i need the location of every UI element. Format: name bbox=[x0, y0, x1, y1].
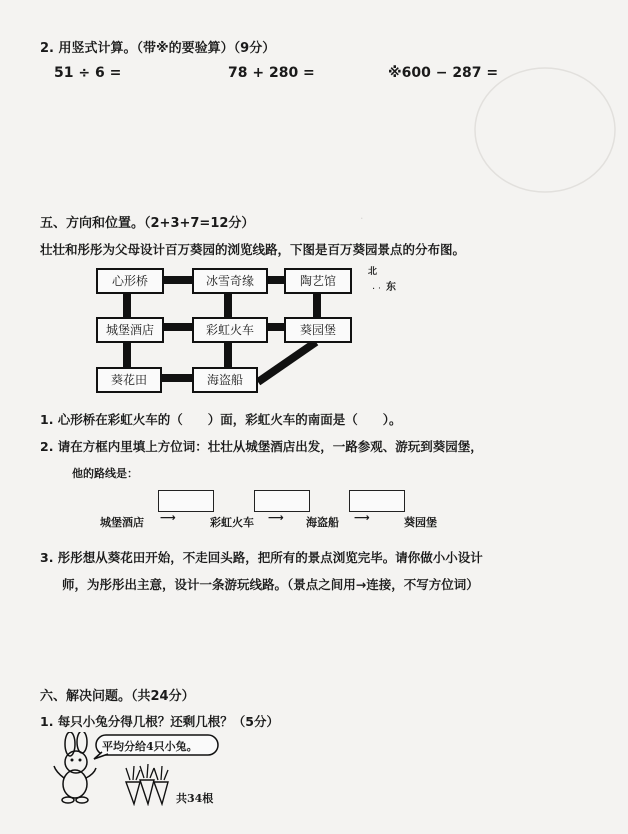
link-train-pirate bbox=[224, 341, 232, 369]
node-sunflower-field: 葵花田 bbox=[96, 367, 162, 393]
calc-problem-1: 51 ÷ 6 = bbox=[54, 65, 122, 81]
link-heart-ice bbox=[162, 276, 194, 284]
node-sunflower-castle: 葵园堡 bbox=[284, 317, 352, 343]
route-stop-4: 葵园堡 bbox=[404, 516, 437, 529]
section6-heading: 六、解决问题。（共24分） bbox=[40, 689, 195, 704]
section5-q3-line2: 师，为彤彤出主意，设计一条游玩线路。（景点之间用→连接，不写方位词） bbox=[62, 577, 479, 592]
link-train-garden bbox=[266, 323, 286, 331]
calc-problem-3: ※600 − 287 = bbox=[388, 65, 499, 81]
route-stop-1: 城堡酒店 bbox=[100, 516, 144, 529]
section5-q1: 1. 心形桥在彩虹火车的（ ）面，彩虹火车的南面是（ ）。 bbox=[40, 412, 402, 427]
calc-problem-2: 78 + 280 = bbox=[228, 65, 315, 81]
bleed-through-text: · bbox=[360, 212, 364, 225]
link-castle-sunflower bbox=[123, 341, 131, 369]
answer-box-2[interactable] bbox=[254, 490, 310, 512]
section5-heading: 五、方向和位置。（2+3+7=12分） bbox=[40, 216, 255, 231]
link-ice-pottery bbox=[266, 276, 286, 284]
node-pirate-ship: 海盗船 bbox=[192, 367, 258, 393]
section5-q2-line2: 他的路线是： bbox=[72, 467, 138, 480]
route-arrow-3: ⟶ bbox=[354, 511, 370, 524]
node-heart-bridge: 心形桥 bbox=[96, 268, 164, 294]
compass-origin-dot: · bbox=[372, 284, 376, 295]
route-stop-2: 彩虹火车 bbox=[210, 516, 254, 529]
link-pirate-garden bbox=[252, 338, 322, 388]
link-sunflower-pirate bbox=[160, 374, 192, 382]
node-rainbow-train: 彩虹火车 bbox=[192, 317, 268, 343]
section5-q3-line1: 3. 彤彤想从葵花田开始，不走回头路，把所有的景点浏览完毕。请你做小小设计 bbox=[40, 550, 483, 565]
answer-box-3[interactable] bbox=[349, 490, 405, 512]
route-arrow-1: ⟶ bbox=[160, 511, 176, 524]
link-heart-castle bbox=[123, 291, 131, 319]
route-arrow-2: ⟶ bbox=[268, 511, 284, 524]
compass-north: 北 bbox=[368, 267, 378, 277]
node-ice-kingdom: 冰雪奇缘 bbox=[192, 268, 268, 294]
node-castle-hotel: 城堡酒店 bbox=[96, 317, 164, 343]
compass-arrow: · bbox=[378, 284, 381, 294]
link-pottery-garden bbox=[313, 291, 321, 319]
section5-q2-line1: 2. 请在方框内里填上方位词：壮壮从城堡酒店出发，一路参观、游玩到葵园堡， bbox=[40, 439, 483, 454]
link-ice-train bbox=[224, 291, 232, 319]
speech-bubble-text: 平均分给4只小兔。 bbox=[102, 740, 198, 753]
carrots-illustration bbox=[116, 764, 178, 806]
section5-intro: 壮壮和彤彤为父母设计百万葵园的浏览线路，下图是百万葵园景点的分布图。 bbox=[40, 242, 466, 257]
carrot-total-label: 共34根 bbox=[176, 792, 214, 805]
section6-q1: 1. 每只小兔分得几根？还剩几根？（5分） bbox=[40, 714, 279, 729]
node-pottery-hall: 陶艺馆 bbox=[284, 268, 352, 294]
answer-box-1[interactable] bbox=[158, 490, 214, 512]
compass-east: 东 bbox=[386, 282, 396, 293]
route-stop-3: 海盗船 bbox=[306, 516, 339, 529]
calc-heading: 2. 用竖式计算。（带※的要验算）（9分） bbox=[40, 41, 276, 56]
link-castle-train bbox=[162, 323, 192, 331]
